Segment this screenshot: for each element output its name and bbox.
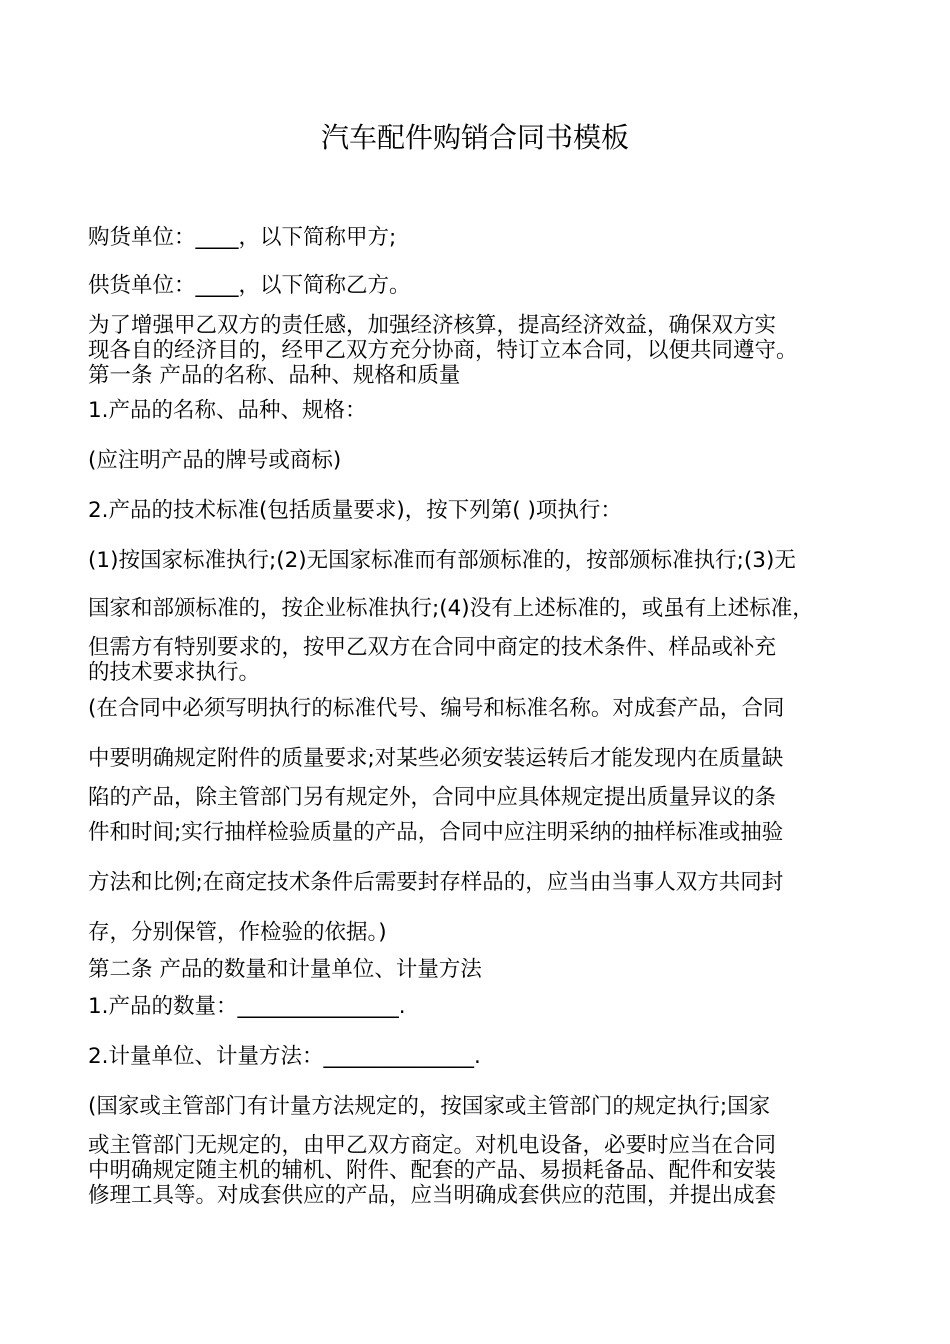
paragraph-line: 购货单位：____，以下简称甲方;: [88, 225, 397, 250]
paragraph-line: 但需方有特别要求的，按甲乙双方在合同中商定的技术条件、样品或补充: [88, 635, 777, 660]
paragraph-line: 修理工具等。对成套供应的产品，应当明确成套供应的范围，并提出成套: [88, 1183, 777, 1208]
paragraph-line: 存，分别保管，作检验的依据。): [88, 920, 387, 945]
paragraph-line: 1.产品的名称、品种、规格：: [88, 398, 367, 423]
document-title: 汽车配件购销合同书模板: [320, 121, 629, 154]
paragraph-line: 2.计量单位、计量方法：______________.: [88, 1044, 481, 1069]
paragraph-line: 的技术要求执行。: [88, 660, 261, 685]
paragraph-line: 陷的产品，除主管部门另有规定外，合同中应具体规定提出质量异议的条: [88, 785, 777, 810]
paragraph-line: 中要明确规定附件的质量要求;对某些必须安装运转后才能发现内在质量缺: [88, 746, 784, 771]
paragraph-line: (应注明产品的牌号或商标): [88, 448, 342, 473]
paragraph-line: 国家和部颁标准的，按企业标准执行;(4)没有上述标准的，或虽有上述标准，: [88, 596, 814, 621]
paragraph-line: 1.产品的数量：_______________.: [88, 994, 406, 1019]
paragraph-line: (国家或主管部门有计量方法规定的，按国家或主管部门的规定执行;国家: [88, 1094, 771, 1119]
section-heading: 第二条 产品的数量和计量单位、计量方法: [88, 957, 482, 982]
paragraph-line: 方法和比例;在商定技术条件后需要封存样品的，应当由当事人双方共同封: [88, 870, 784, 895]
paragraph-line: 中明确规定随主机的辅机、附件、配套的产品、易损耗备品、配件和安装: [88, 1158, 777, 1183]
paragraph-line: (1)按国家标准执行;(2)无国家标准而有部颁标准的，按部颁标准执行;(3)无: [88, 548, 796, 573]
paragraph-line: 或主管部门无规定的，由甲乙双方商定。对机电设备，必要时应当在合同: [88, 1133, 777, 1158]
section-heading: 第一条 产品的名称、品种、规格和质量: [88, 363, 461, 388]
paragraph-line: 件和时间;实行抽样检验质量的产品，合同中应注明采纳的抽样标准或抽验: [88, 820, 784, 845]
paragraph-line: 2.产品的技术标准(包括质量要求)，按下列第( )项执行：: [88, 498, 622, 523]
paragraph-line: 为了增强甲乙双方的责任感，加强经济核算，提高经济效益，确保双方实: [88, 313, 777, 338]
paragraph-line: 现各自的经济目的，经甲乙双方充分协商，特订立本合同，以便共同遵守。: [88, 338, 798, 363]
paragraph-line: (在合同中必须写明执行的标准代号、编号和标准名称。对成套产品，合同: [88, 696, 785, 721]
paragraph-line: 供货单位：____，以下简称乙方。: [88, 273, 411, 298]
